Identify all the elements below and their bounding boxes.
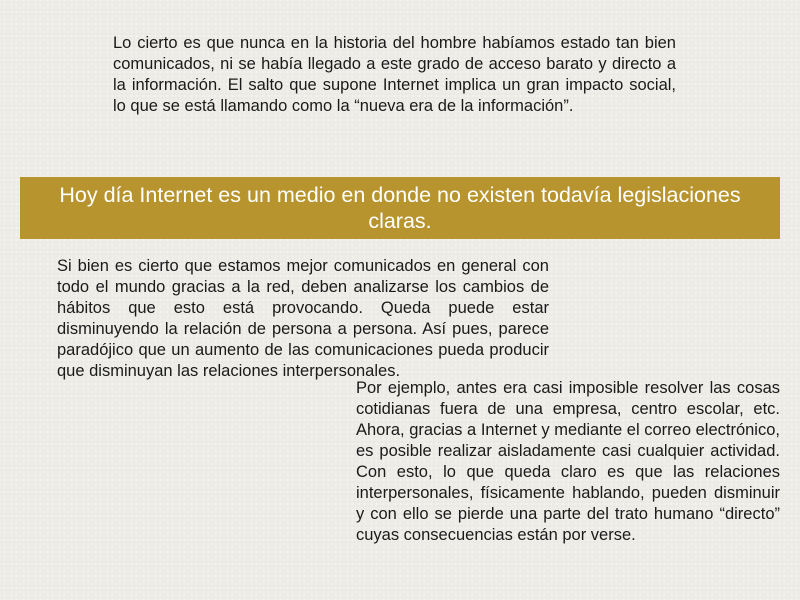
highlight-banner — [20, 177, 780, 239]
habits-paragraph: Si bien es cierto que estamos mejor comunicados en general con todo el mundo gracias a la red, deben analizarse los cambios de hábitos que esto está provocando. Queda puede estar disminuyendo la relación de persona a persona. Así pues, parece paradójico que un aumento de las comunicaciones pueda producir que disminuyan las relaciones interpersonales. — [57, 257, 549, 380]
example-paragraph: Por ejemplo, antes era casi imposible resolver las cosas cotidianas fuera de una empresa, centro escolar, etc. Ahora, gracias a Internet y mediante el correo electrónico, es posible realizar aisladamente casi cualquier actividad. Con esto, lo que queda claro es que las relaciones interpersonales, físicamente hablando, pueden disminuir y con ello se pierde una parte del trato humano “directo” cuyas consecuencias están por verse. — [356, 379, 780, 544]
banner-text: Hoy día Internet es un medio en donde no existen todavía legislaciones claras. — [59, 183, 741, 233]
intro-paragraph: Lo cierto es que nunca en la historia del hombre habíamos estado tan bien comunicados, ni se había llegado a este grado de acceso barato y directo a la información. El salto que supone Internet implica un gran impacto social, lo que se está llamando como la “nueva era de la información”. — [113, 34, 676, 115]
